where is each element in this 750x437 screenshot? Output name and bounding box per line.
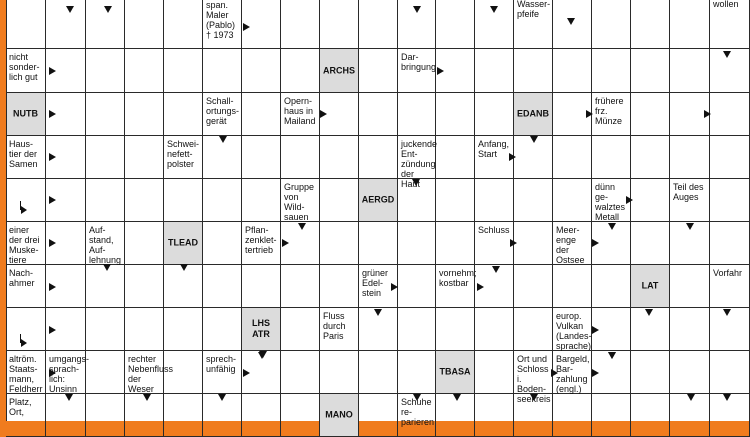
answer-cell[interactable] <box>631 93 670 136</box>
answer-cell[interactable] <box>398 222 436 265</box>
arrow-right-icon <box>551 369 558 377</box>
code-text: LHS ATR <box>252 318 270 339</box>
clue-cell <box>6 265 46 308</box>
arrow-down-icon <box>530 136 538 143</box>
code-text: TLEAD <box>168 237 198 248</box>
arrow-down-icon <box>492 266 500 273</box>
answer-cell[interactable] <box>320 136 359 179</box>
answer-cell[interactable] <box>631 222 670 265</box>
answer-cell[interactable] <box>164 308 203 351</box>
answer-cell[interactable] <box>475 49 514 93</box>
arrow-down-icon <box>453 394 461 401</box>
answer-cell[interactable] <box>86 179 125 222</box>
clue-text: frühere frz. Münze <box>595 96 624 126</box>
answer-cell[interactable] <box>125 49 164 93</box>
answer-cell[interactable] <box>631 394 670 437</box>
answer-cell[interactable] <box>359 0 398 49</box>
answer-cell[interactable] <box>592 394 631 437</box>
arrow-right-icon <box>626 196 633 204</box>
clue-cell <box>398 49 436 93</box>
arrow-right-icon <box>586 110 593 118</box>
arrow-down-icon <box>608 352 616 359</box>
arrow-right-icon <box>49 239 56 247</box>
answer-cell[interactable] <box>164 93 203 136</box>
answer-cell[interactable] <box>164 179 203 222</box>
answer-cell[interactable] <box>86 351 125 394</box>
answer-cell[interactable] <box>553 136 592 179</box>
answer-cell[interactable] <box>242 136 281 179</box>
arrow-right-icon <box>282 239 289 247</box>
clue-text: Schwei- nefett- polster <box>167 139 200 169</box>
arrow-right-icon <box>592 326 599 334</box>
clue-cell <box>164 136 203 179</box>
answer-cell[interactable] <box>710 222 750 265</box>
clue-cell <box>6 49 46 93</box>
code-cell <box>631 265 670 308</box>
answer-cell[interactable] <box>281 351 320 394</box>
answer-cell[interactable] <box>281 49 320 93</box>
clue-cell <box>6 222 46 265</box>
code-text: AERGD <box>361 194 395 205</box>
clue-text: umgangs- sprach- lich: Unsinn <box>49 354 90 394</box>
arrow-right-icon <box>49 67 56 75</box>
code-text: TBASA <box>439 366 471 377</box>
answer-cell[interactable] <box>164 0 203 49</box>
clue-text: Opern- haus in Mailand <box>284 96 316 126</box>
arrow-right-icon <box>320 110 327 118</box>
answer-cell[interactable] <box>125 308 164 351</box>
clue-cell <box>553 308 592 351</box>
answer-cell[interactable] <box>475 308 514 351</box>
answer-cell[interactable] <box>710 351 750 394</box>
clue-text: europ. Vulkan (Landes- sprache) <box>556 311 592 351</box>
clue-text: Fluss durch Paris <box>323 311 346 341</box>
clue-cell <box>514 351 553 404</box>
clue-text: Pflan- zenklet- tertrieb <box>245 225 277 255</box>
code-text: ARCHS <box>322 65 355 75</box>
code-text: LAT <box>641 280 659 291</box>
answer-cell[interactable] <box>359 394 398 437</box>
answer-cell[interactable] <box>592 136 631 179</box>
clue-cell <box>710 0 750 49</box>
arrow-right-icon <box>592 369 599 377</box>
answer-cell[interactable] <box>125 179 164 222</box>
answer-cell[interactable] <box>125 93 164 136</box>
clue-cell <box>436 265 475 308</box>
code-text: EDANB <box>516 108 549 119</box>
clue-text: sprech- unfähig <box>206 354 237 374</box>
arrow-down-icon <box>608 223 616 230</box>
arrow-down-icon <box>65 394 73 401</box>
arrow-down-icon <box>723 309 731 316</box>
arrow-down-icon <box>723 394 731 401</box>
arrow-down-icon <box>66 6 74 13</box>
answer-cell[interactable] <box>320 222 359 265</box>
arrow-right-icon <box>437 67 444 75</box>
arrow-right-icon <box>509 153 516 161</box>
clue-text: vornehm; kostbar <box>439 268 477 288</box>
answer-cell[interactable] <box>553 265 592 308</box>
answer-cell[interactable] <box>398 351 436 394</box>
arrow-down-icon <box>645 309 653 316</box>
clue-text: nicht sonder- lich gut <box>9 52 40 82</box>
answer-cell[interactable] <box>631 49 670 93</box>
arrow-right-icon <box>49 326 56 334</box>
answer-cell[interactable] <box>281 308 320 351</box>
clue-text: rechter Nebenfluss der Weser <box>128 354 174 394</box>
answer-cell[interactable] <box>320 0 359 49</box>
clue-cell <box>281 93 320 136</box>
answer-cell[interactable] <box>203 308 242 351</box>
clue-cell <box>6 394 46 437</box>
answer-cell[interactable] <box>320 265 359 308</box>
clue-text: Meer- enge der Ostsee <box>556 225 585 265</box>
answer-cell[interactable] <box>398 93 436 136</box>
code-text: NUTB <box>13 108 38 119</box>
answer-cell[interactable] <box>6 179 46 222</box>
answer-cell[interactable] <box>436 222 475 265</box>
clue-cell <box>320 308 359 351</box>
answer-cell[interactable] <box>125 0 164 49</box>
arrow-right-icon <box>49 369 56 377</box>
clue-cell <box>592 0 631 49</box>
clue-cell <box>203 0 242 49</box>
clue-cell <box>592 93 631 136</box>
answer-cell[interactable] <box>359 222 398 265</box>
clue-cell <box>553 222 592 265</box>
code-cell <box>359 179 398 222</box>
answer-cell[interactable] <box>514 222 553 265</box>
arrow-down-icon <box>413 6 421 13</box>
answer-cell[interactable] <box>359 136 398 179</box>
clue-cell <box>203 351 242 394</box>
answer-cell[interactable] <box>670 0 710 49</box>
arrow-down-icon <box>258 352 266 359</box>
arrow-down-icon <box>103 264 111 271</box>
clue-text: span. Maler (Pablo) † 1973 <box>206 0 236 40</box>
answer-cell[interactable] <box>436 308 475 351</box>
answer-cell[interactable] <box>436 179 475 222</box>
arrow-right-icon <box>49 283 56 291</box>
answer-cell[interactable] <box>631 351 670 394</box>
arrow-down-icon <box>687 394 695 401</box>
code-cell <box>320 49 359 93</box>
clue-text: Nach- ahmer <box>9 268 35 288</box>
arrow-right-icon <box>391 283 398 291</box>
answer-cell[interactable] <box>670 351 710 394</box>
arrow-right-icon <box>243 369 250 377</box>
answer-cell[interactable] <box>86 93 125 136</box>
arrow-right-icon <box>243 23 250 31</box>
clue-cell <box>398 136 438 189</box>
answer-cell[interactable] <box>281 0 320 49</box>
code-text: MANO <box>325 409 353 420</box>
arrow-down-icon <box>723 51 731 58</box>
answer-cell[interactable] <box>553 49 592 93</box>
clue-text: Haus- tier der Samen <box>9 139 38 169</box>
answer-cell[interactable] <box>86 49 125 93</box>
code-cell <box>164 222 203 265</box>
answer-cell[interactable] <box>125 136 164 179</box>
clue-cell <box>553 351 592 394</box>
clue-text: Bargeld, Bar- zahlung (engl.) <box>556 354 590 394</box>
arrow-down-icon <box>490 6 498 13</box>
answer-cell[interactable] <box>631 136 670 179</box>
answer-cell[interactable] <box>553 179 592 222</box>
clue-text: Schluss <box>478 225 510 235</box>
answer-cell[interactable] <box>553 394 592 437</box>
answer-cell[interactable] <box>359 93 398 136</box>
clue-cell <box>281 179 320 222</box>
code-cell <box>6 93 46 136</box>
clue-text: altröm. Staats- mann, Feldherr <box>9 354 43 394</box>
clue-cell <box>6 351 46 394</box>
answer-cell[interactable] <box>203 179 242 222</box>
crossword-grid <box>6 0 750 427</box>
arrow-down-icon <box>143 394 151 401</box>
answer-cell[interactable] <box>242 179 281 222</box>
answer-cell[interactable] <box>670 49 710 93</box>
clue-text: Schall- ortungs- gerät <box>206 96 240 126</box>
answer-cell[interactable] <box>86 394 125 437</box>
arrow-right-icon <box>49 153 56 161</box>
answer-cell[interactable] <box>710 136 750 179</box>
arrow-down-icon <box>218 394 226 401</box>
answer-cell[interactable] <box>203 222 242 265</box>
arrow-down-icon <box>104 6 112 13</box>
answer-cell[interactable] <box>514 308 553 351</box>
clue-text: Platz, Ort, <box>9 397 32 417</box>
answer-cell[interactable] <box>436 0 475 49</box>
answer-cell[interactable] <box>86 308 125 351</box>
answer-cell[interactable] <box>592 49 631 93</box>
answer-cell[interactable] <box>164 265 203 308</box>
answer-cell[interactable] <box>164 49 203 93</box>
arrow-right-icon <box>477 283 484 291</box>
arrow-right-icon <box>49 196 56 204</box>
arrow-down-icon <box>530 394 538 401</box>
answer-cell[interactable] <box>475 179 514 222</box>
clue-text: wollen <box>713 0 739 9</box>
clue-text: Teil des Auges <box>673 182 704 202</box>
clue-text: dünn ge- walztes Metall <box>595 182 626 222</box>
arrow-right-icon <box>704 110 711 118</box>
answer-cell[interactable] <box>398 265 436 308</box>
answer-cell[interactable] <box>514 265 553 308</box>
answer-cell[interactable] <box>320 351 359 394</box>
clue-cell <box>475 222 514 265</box>
clue-cell <box>203 93 242 136</box>
clue-cell <box>710 265 750 308</box>
answer-cell[interactable] <box>592 265 631 308</box>
answer-cell[interactable] <box>475 394 514 437</box>
answer-cell[interactable] <box>631 179 670 222</box>
answer-cell[interactable] <box>514 179 553 222</box>
answer-cell[interactable] <box>242 265 281 308</box>
code-cell <box>320 394 359 437</box>
answer-cell[interactable] <box>359 49 398 93</box>
code-cell <box>514 93 553 136</box>
arrow-down-icon <box>567 18 575 25</box>
answer-cell[interactable] <box>320 179 359 222</box>
answer-cell[interactable] <box>514 49 553 93</box>
clue-text: Dar- bringung <box>401 52 437 72</box>
answer-cell[interactable] <box>398 308 436 351</box>
answer-cell[interactable] <box>125 222 164 265</box>
answer-cell[interactable] <box>86 265 125 308</box>
answer-cell[interactable] <box>475 93 514 136</box>
clue-text: Anfang, Start <box>478 139 510 159</box>
clue-text: einer der drei Muske- tiere <box>9 225 40 265</box>
answer-cell[interactable] <box>710 93 750 136</box>
clue-cell <box>514 0 553 49</box>
clue-cell <box>125 351 174 394</box>
answer-cell[interactable] <box>164 351 203 394</box>
answer-cell[interactable] <box>670 265 710 308</box>
code-cell <box>436 351 475 394</box>
clue-cell <box>242 222 281 265</box>
clue-text: Auf- stand, Auf- lehnung <box>89 225 122 265</box>
answer-cell[interactable] <box>86 136 125 179</box>
arrow-down-icon <box>219 136 227 143</box>
clue-cell <box>6 136 46 179</box>
arrow-down-icon <box>413 394 421 401</box>
arrow-down-icon <box>686 223 694 230</box>
answer-cell[interactable] <box>281 265 320 308</box>
clue-cell <box>86 222 125 265</box>
answer-cell[interactable] <box>242 394 281 437</box>
answer-cell[interactable] <box>203 265 242 308</box>
answer-cell[interactable] <box>125 265 164 308</box>
arrow-down-icon <box>298 223 306 230</box>
clue-text: Vorfahr <box>713 268 743 278</box>
answer-cell[interactable] <box>436 136 475 179</box>
arrow-down-icon <box>180 264 188 271</box>
answer-cell[interactable] <box>710 179 750 222</box>
answer-cell[interactable] <box>164 394 203 437</box>
code-cell <box>242 308 281 351</box>
answer-cell[interactable] <box>203 49 242 93</box>
arrow-right-icon <box>49 110 56 118</box>
answer-cell[interactable] <box>281 136 320 179</box>
answer-cell[interactable] <box>631 0 670 49</box>
arrow-right-icon <box>510 239 517 247</box>
answer-cell[interactable] <box>475 351 514 394</box>
grid-left-edge <box>6 0 7 421</box>
clue-text: Gruppe von Wild- sauen <box>284 182 315 222</box>
answer-cell[interactable] <box>242 49 281 93</box>
clue-text: Schuhe re- parieren <box>401 397 435 427</box>
arrow-down-icon <box>412 179 420 186</box>
answer-cell[interactable] <box>242 93 281 136</box>
answer-cell[interactable] <box>6 0 46 49</box>
answer-cell[interactable] <box>670 308 710 351</box>
clue-cell <box>670 179 710 222</box>
clue-text: juckende Ent- zündung der Haut <box>401 139 438 189</box>
clue-text: grüner Edel- stein <box>362 268 389 298</box>
answer-cell[interactable] <box>281 394 320 437</box>
answer-cell[interactable] <box>670 136 710 179</box>
clue-text: Wasser- pfeife <box>517 0 551 19</box>
answer-cell[interactable] <box>359 351 398 394</box>
clue-text: Ort und Schloss i. Boden- seekreis <box>517 354 551 404</box>
answer-cell[interactable] <box>436 93 475 136</box>
arrow-right-icon <box>592 239 599 247</box>
arrow-down-icon <box>374 309 382 316</box>
